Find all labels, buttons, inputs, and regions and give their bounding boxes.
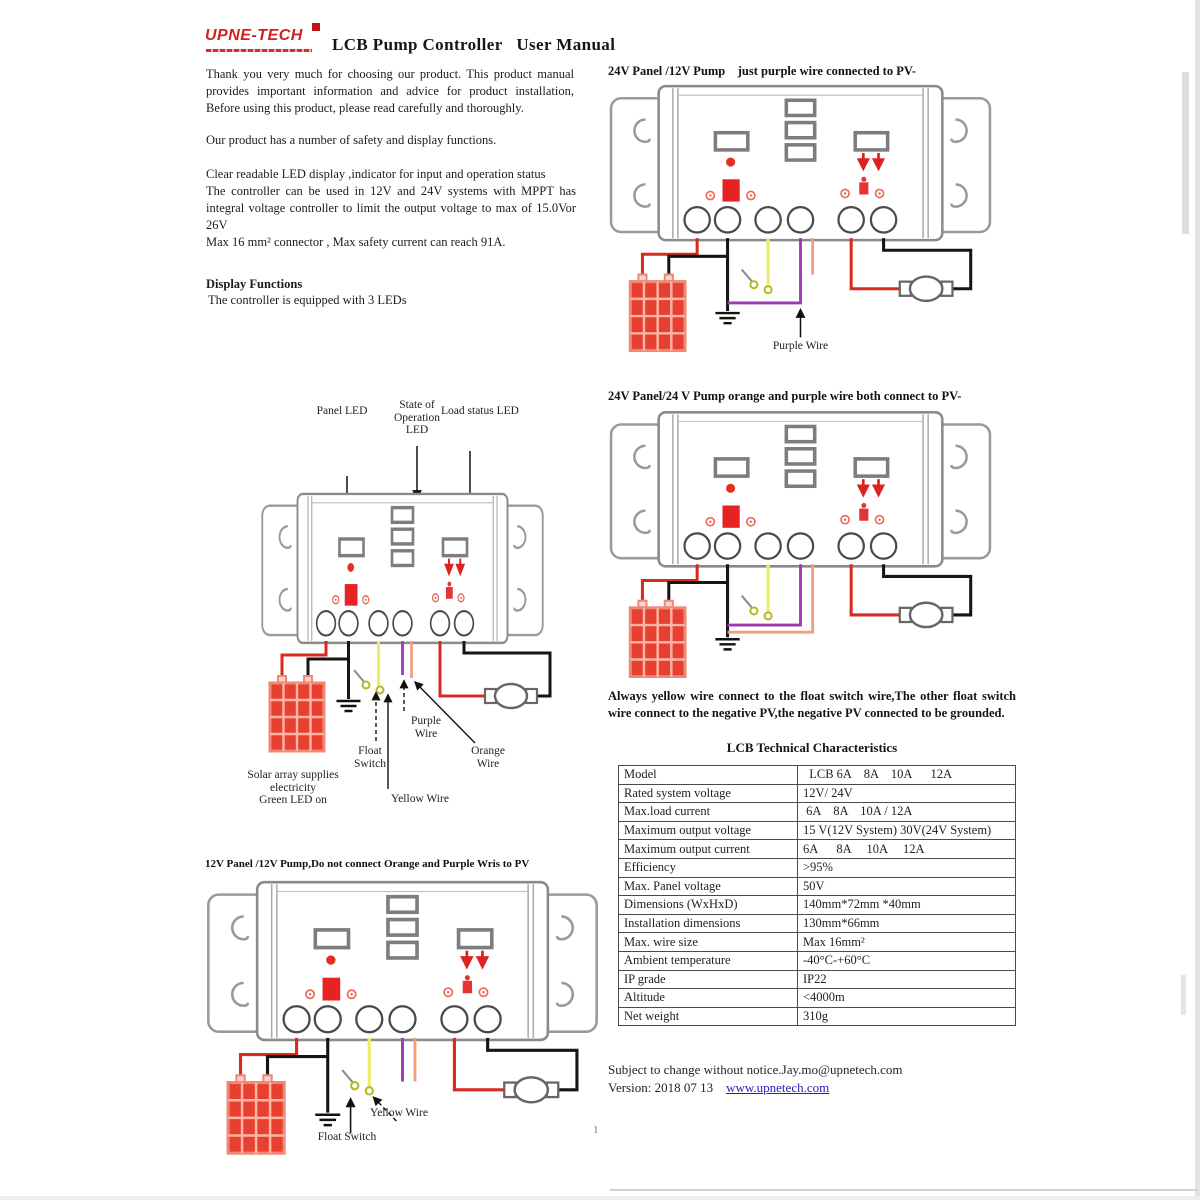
diagram1-illustration xyxy=(608,82,993,384)
table-row xyxy=(619,951,1016,970)
display-functions-heading: Display Functions xyxy=(206,277,303,291)
table-row xyxy=(619,989,1016,1008)
spec-value-cell: 15 V(12V System) 30V(24V System) xyxy=(798,821,1016,840)
diagram2-illustration xyxy=(608,408,993,678)
solar-panel-icon xyxy=(630,275,685,351)
diagram3-heading: 12V Panel /12V Pump,Do not connect Orange and Purple Wris to PV xyxy=(205,858,530,870)
page-title: LCB Pump Controller User Manual xyxy=(332,35,616,54)
spec-label-cell: Dimensions (WxHxD) xyxy=(619,896,798,915)
table-row xyxy=(619,766,1016,785)
spec-value-cell: -40°C-+60°C xyxy=(798,951,1016,970)
table-row xyxy=(619,933,1016,952)
spec-value-cell: 310g xyxy=(798,1007,1016,1026)
wiring-note: Always yellow wire connect to the float switch wire,The other float switch wire connect to the negative PV,the negative PV connected to be grounded. xyxy=(608,689,1016,720)
spec-table xyxy=(618,765,1016,1026)
spec-label-cell: Max. wire size xyxy=(619,933,798,952)
pump-icon xyxy=(900,277,953,301)
scan-artifact-right-mark xyxy=(1181,975,1186,1015)
state-led-label: State of Operation LED xyxy=(394,399,440,436)
red-wire-pump-path xyxy=(851,238,900,289)
spec-value-cell: 130mm*66mm xyxy=(798,914,1016,933)
float-switch-label: Float Switch xyxy=(354,745,386,770)
solar-note-line3: Green LED on xyxy=(259,794,327,806)
solar-note-line1: Solar array supplies xyxy=(247,769,339,781)
black-wire-branch xyxy=(308,659,349,676)
scan-artifact-bottom-edge xyxy=(0,1196,1200,1200)
spec-label-cell: Model xyxy=(619,766,798,785)
table-row xyxy=(619,803,1016,822)
display-functions-body: The controller is equipped with 3 LEDs xyxy=(208,293,407,307)
brand-logo-tagline-bar xyxy=(206,49,312,52)
spec-value-cell: <4000m xyxy=(798,989,1016,1008)
table-row xyxy=(619,840,1016,859)
scan-artifact-right-strip xyxy=(1182,72,1189,234)
table-row xyxy=(619,821,1016,840)
spec-label-cell: Ambient temperature xyxy=(619,951,798,970)
controller-illustration xyxy=(208,882,596,1040)
footer-notice: Subject to change without notice.Jay.mo@upnetech.com xyxy=(608,1062,903,1077)
table-row xyxy=(619,877,1016,896)
spec-label-cell: Maximum output voltage xyxy=(619,821,798,840)
solar-panel-icon xyxy=(270,676,324,751)
spec-value-cell: IP22 xyxy=(798,970,1016,989)
spec-value-cell: 140mm*72mm *40mm xyxy=(798,896,1016,915)
intro-paragraph-2: Our product has a number of safety and display functions. xyxy=(206,133,497,147)
controller-illustration xyxy=(611,412,990,566)
brand-logo xyxy=(205,27,303,45)
spec-label-cell: Rated system voltage xyxy=(619,784,798,803)
table-row xyxy=(619,1007,1016,1026)
orange-wire-label: Orange Wire xyxy=(471,745,505,770)
intro-paragraph-3-line1: Clear readable LED display ,indicator for input and operation status xyxy=(206,167,546,181)
diagram3-illustration xyxy=(205,878,600,1176)
table-row xyxy=(619,914,1016,933)
brand-logo-mark xyxy=(312,23,320,31)
diagram1 xyxy=(608,82,993,384)
spec-label-cell: Max. Panel voltage xyxy=(619,877,798,896)
spec-value-cell: 6A 8A 10A 12A xyxy=(798,840,1016,859)
spec-table-title: LCB Technical Characteristics xyxy=(726,740,898,755)
panel-led-label: Panel LED xyxy=(316,405,368,417)
red-wire-pump-path xyxy=(851,564,900,615)
page-number: 1 xyxy=(593,1124,599,1136)
ground-icon xyxy=(337,701,361,711)
solar-panel-icon xyxy=(630,601,685,677)
ground-icon xyxy=(315,1115,340,1125)
brand-logo-text: UPNE-TECH xyxy=(205,27,303,44)
table-row xyxy=(619,896,1016,915)
yellow-wire-label: Yellow Wire xyxy=(391,793,449,805)
table-row xyxy=(619,858,1016,877)
spec-label-cell: Maximum output current xyxy=(619,840,798,859)
spec-value-cell: LCB 6A 8A 10A 12A xyxy=(798,766,1016,785)
yellow-wire-label: Yellow Wire xyxy=(370,1107,428,1119)
spec-value-cell: Max 16mm² xyxy=(798,933,1016,952)
scan-artifact-bottom-line xyxy=(610,1189,1198,1191)
spec-value-cell: 6A 8A 10A / 12A xyxy=(798,803,1016,822)
spec-value-cell: >95% xyxy=(798,858,1016,877)
intro-paragraph-3 xyxy=(206,166,576,251)
spec-label-cell: IP grade xyxy=(619,970,798,989)
red-wire-pump-path xyxy=(454,1038,504,1090)
diagram2 xyxy=(608,408,993,678)
diagram2-heading: 24V Panel/24 V Pump orange and purple wire both connect to PV- xyxy=(608,389,962,403)
spec-value-cell: 50V xyxy=(798,877,1016,896)
black-wire-branch xyxy=(669,256,728,274)
table-row xyxy=(619,970,1016,989)
black-wire-branch xyxy=(669,583,728,601)
solar-note-line2: electricity xyxy=(270,781,316,794)
black-wire-branch xyxy=(268,1057,328,1076)
ground-icon xyxy=(715,313,739,323)
float-switch-label: Float Switch xyxy=(317,1131,377,1143)
website-link[interactable]: www.upnetech.com xyxy=(726,1080,830,1095)
table-row xyxy=(619,784,1016,803)
purple-wire-label: Purple Wire xyxy=(772,340,829,352)
spec-label-cell: Max.load current xyxy=(619,803,798,822)
intro-paragraph-1: Thank you very much for choosing our product. This product manual provides important information and advice for product installation, Before using this product, please read carefully and thoroughly. xyxy=(206,67,574,115)
pump-icon xyxy=(504,1077,558,1102)
spec-label-cell: Net weight xyxy=(619,1007,798,1026)
intro-paragraph-3-line2: The controller can be used in 12V and 24V systems with MPPT has integral voltage controller to limit the output voltage to max of 15.0Vor 26V xyxy=(206,184,576,232)
controller-illustration xyxy=(262,494,543,643)
scan-artifact-right-edge xyxy=(1195,0,1200,1200)
purple-wire-path xyxy=(728,238,801,303)
main-diagram xyxy=(230,393,585,840)
spec-label-cell: Altitude xyxy=(619,989,798,1008)
pump-icon xyxy=(900,603,953,627)
footer-version xyxy=(608,1080,829,1096)
spec-label-cell: Installation dimensions xyxy=(619,914,798,933)
spec-label-cell: Efficiency xyxy=(619,858,798,877)
solar-note-label xyxy=(232,769,354,807)
load-led-label: Load status LED xyxy=(441,405,519,417)
controller-illustration xyxy=(611,86,990,240)
solar-panel-icon xyxy=(228,1075,284,1153)
footer-version-text: Version: 2018 07 13 xyxy=(608,1080,727,1095)
spec-value-cell: 12V/ 24V xyxy=(798,784,1016,803)
diagram1-heading: 24V Panel /12V Pump just purple wire connected to PV- xyxy=(608,64,917,78)
intro-paragraph-3-line3: Max 16 mm² connector , Max safety current can reach 91A. xyxy=(206,235,506,249)
pump-icon xyxy=(485,684,537,708)
purple-wire-label: Purple Wire xyxy=(410,715,442,740)
ground-icon xyxy=(715,639,739,649)
diagram3 xyxy=(205,878,600,1178)
